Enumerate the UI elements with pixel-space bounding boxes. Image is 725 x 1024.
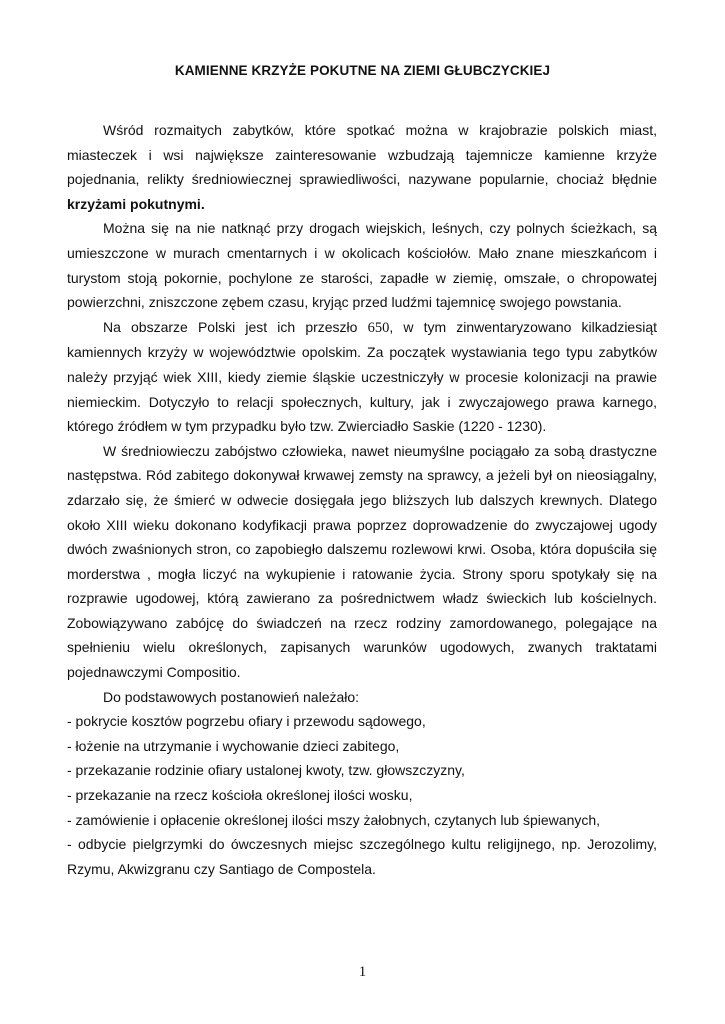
- paragraph-3: [67, 315, 657, 439]
- document-title: KAMIENNE KRZYŻE POKUTNE NA ZIEMI GŁUBCZYCKIEJ: [174, 63, 551, 78]
- paragraph-3-number: 650: [367, 319, 390, 336]
- list-item: - odbycie pielgrzymki do ówczesnych miejsc szczególnego kultu religijnego, np. Jerozolimy, Rzymu, Akwizgranu czy Santiago de Compostela.: [67, 836, 657, 877]
- list-item: - pokrycie kosztów pogrzebu ofiary i przewodu sądowego,: [67, 713, 426, 730]
- list-item: - łożenie na utrzymanie i wychowanie dzieci zabitego,: [67, 737, 400, 754]
- paragraph-5: Do podstawowych postanowień należało:: [103, 688, 360, 705]
- paragraph-3-text-before: Na obszarze Polski jest ich przeszło: [103, 318, 368, 335]
- list-item: - przekazanie na rzecz kościoła określonej ilości wosku,: [67, 787, 413, 804]
- paragraph-4: W średniowieczu zabójstwo człowieka, nawet nieumyślne pociągało za sobą drastyczne następstwa. Ród zabitego dokonywał krwawej zemsty na sprawcy, a jeżeli był on nieosiągalny, zdarzało się, że śmierć w odwecie dosięgała jego bliższych lub dalszych krewnych. Dlatego około XIII wieku dokonano kodyfikacji prawa poprzez doprowadzenie do zwyczajowej ugody dwóch zwaśnionych stron, co zapobiegło dalszemu rozlewowi krwi. Osoba, która dopuściła się morderstwa , mogła liczyć na wykupienie i ratowanie życia. Strony sporu spotykały się na rozprawie ugodowej, którą zawierano za pośrednictwem władz świeckich lub kościelnych. Zobowiązywano zabójcę do świadczeń na rzecz rodziny zamordowanego, polegające na spełnieniu wielu określonych, zapisanych warunków ugodowych, zwanych traktatami pojednawczymi Compositio.: [67, 442, 657, 681]
- paragraph-1: [67, 118, 657, 216]
- paragraph-2: Można się na nie natknąć przy drogach wiejskich, leśnych, czy polnych ścieżkach, są umieszczone w murach cmentarnych i w okolicach kościołów. Mało znane mieszkańcom i turystom stoją pokornie, pochylone ze starości, zapadłe w ziemię, omszałe, o chropowatej powierzchni, zniszczone zębem czasu, kryjąc przed ludźmi tajemnicę swojego powstania.: [67, 220, 657, 311]
- paragraph-3-text-after: , w tym zinwentaryzowano kilkadziesiąt kamiennych krzyży w województwie opolskim. Za początek wystawiania tego typu zabytków należy przyjąć wiek XIII, kiedy ziemie śląskie uczestniczyły w procesie kolonizacji na prawie niemieckim. Dotyczyło to relacji społecznych, kultury, jak i zwyczajowego prawa karnego, którego źródłem w tym przypadku było tzw. Zwierciadło Saskie (1220 - 1230).: [67, 318, 657, 435]
- page-number: 1: [358, 964, 367, 980]
- list-item: - przekazanie rodzinie ofiary ustalonej kwoty, tzw. głowszczyzny,: [67, 762, 465, 779]
- list-item: - zamówienie i opłacenie określonej ilości mszy żałobnych, czytanych lub śpiewanych,: [67, 811, 601, 828]
- document-body: [67, 118, 657, 881]
- paragraph-1-bold-term: krzyżami pokutnymi.: [67, 195, 205, 212]
- paragraph-1-text: Wśród rozmaitych zabytków, które spotkać można w krajobrazie polskich miast, miasteczek i wsi największe zainteresowanie wzbudzają tajemnicze kamienne krzyże pojednania, relikty średniowiecznej sprawiedliwości, nazywane popularnie, chociaż błędnie: [67, 122, 657, 188]
